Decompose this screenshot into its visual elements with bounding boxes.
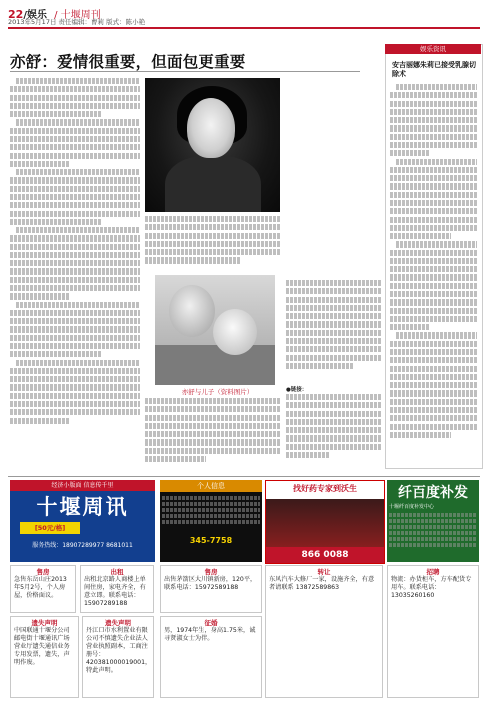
photo-caption: 亦舒与儿子（资料图片）: [181, 388, 254, 396]
mother-son-photo: [155, 275, 275, 385]
classified-lost-notice-1: [10, 616, 79, 698]
classified-rent: [80, 565, 154, 613]
ad-logo-text: 十堰周讯: [36, 494, 129, 519]
classified-transfer: [265, 565, 383, 698]
page-header: [8, 3, 480, 29]
headline-rule: [10, 71, 360, 72]
header-rule: [8, 27, 480, 29]
classified-title: 遗失声明: [31, 619, 58, 627]
article-body-under-photo: [145, 216, 280, 272]
classified-text: 物流：办货柜车，方车配货专用车。联系电话：13035260160: [391, 576, 472, 599]
author-portrait-photo: [145, 78, 280, 212]
classified-text: 东风汽车大修厂一家，设施齐全，有意者请联系 13872589863: [269, 576, 375, 591]
ads-divider: [8, 476, 480, 477]
classified-text: 丹江口市水利置业有限公司不慎遗失企业法人营业执照副本，工商注册号：420381000019001，特此声明。: [86, 627, 152, 674]
hair-ad: [387, 480, 479, 562]
classified-sale-2: [160, 565, 262, 613]
classified-title: 征婚: [204, 619, 218, 627]
classified-text: 出租北京路人商楼上单间住房，家电齐全，有意立即。联系电话：15907289188: [84, 576, 146, 607]
classified-title: 出租: [110, 568, 124, 576]
article-body-column-2: [145, 398, 280, 468]
classified-sale-1: [10, 565, 76, 613]
ad-heading: 个人信息: [160, 480, 262, 492]
classified-title: 售房: [204, 568, 218, 576]
classified-title: 遗失声明: [105, 619, 131, 627]
ad-price-tag: [50元/格]: [20, 522, 80, 534]
ad-subtext: 十堰纤百度补发中心: [389, 504, 435, 510]
classified-text: 中国联通十堰分公司邮电街十堰通讯广场营业厅遗失通信业务专用发票，遗失，声明作废。: [14, 627, 70, 666]
ad-body: [389, 504, 477, 549]
classified-title: 转让: [317, 568, 331, 576]
ad-body: [162, 494, 260, 526]
ad-heading: 找好药专家到沃生: [293, 484, 357, 493]
classified-lost-notice-2: [82, 616, 154, 698]
article-body-column-1: [10, 78, 140, 468]
sidebar-body: [390, 84, 477, 462]
ad-phone: 866 0088: [266, 547, 384, 563]
ad-hotline: 服务热线：18907289977 8681011: [32, 542, 133, 549]
classified-text: 急售东岳山庄2013年5月2号，个人房屋，价格面议。: [14, 576, 67, 599]
section-name: / 十堰周刊: [54, 10, 101, 21]
link-body: [286, 394, 381, 468]
ad-phone: 345-7758: [189, 536, 233, 545]
classified-dating: [160, 616, 262, 698]
classified-hiring: [387, 565, 479, 698]
ad-heading: 纤百度补发: [398, 485, 468, 501]
article-headline: 亦舒：爱情很重要，但面包更重要: [10, 52, 246, 71]
personal-info-ad: [160, 480, 262, 562]
ad-top-band: 经济小版面 信息传千里: [10, 480, 155, 491]
article-body-column-3: [286, 280, 381, 380]
ad-image: [266, 499, 384, 549]
shiyan-weekly-ad: [10, 480, 155, 562]
issue-meta: 2013年5月17日 责任编辑：曹莉 版式：陈小艳: [8, 18, 146, 26]
classified-text: 男，1974年生，身高1.75米，诚寻贤淑女士为伴。: [164, 627, 256, 642]
classified-text: 出售茅箭区大川镇新房，120平，联系电话：15972589188: [164, 576, 257, 591]
sidebar-tag: 娱乐资讯: [385, 44, 481, 54]
page-number: 22/娱乐: [8, 8, 47, 21]
classified-title: 招聘: [426, 568, 440, 576]
pharmacy-ad: [265, 480, 385, 564]
classified-title: 售房: [36, 568, 50, 576]
sidebar-headline: 安吉丽娜朱莉已接受乳腺切除术: [392, 61, 476, 78]
link-subheading: ●链接：: [286, 387, 308, 393]
